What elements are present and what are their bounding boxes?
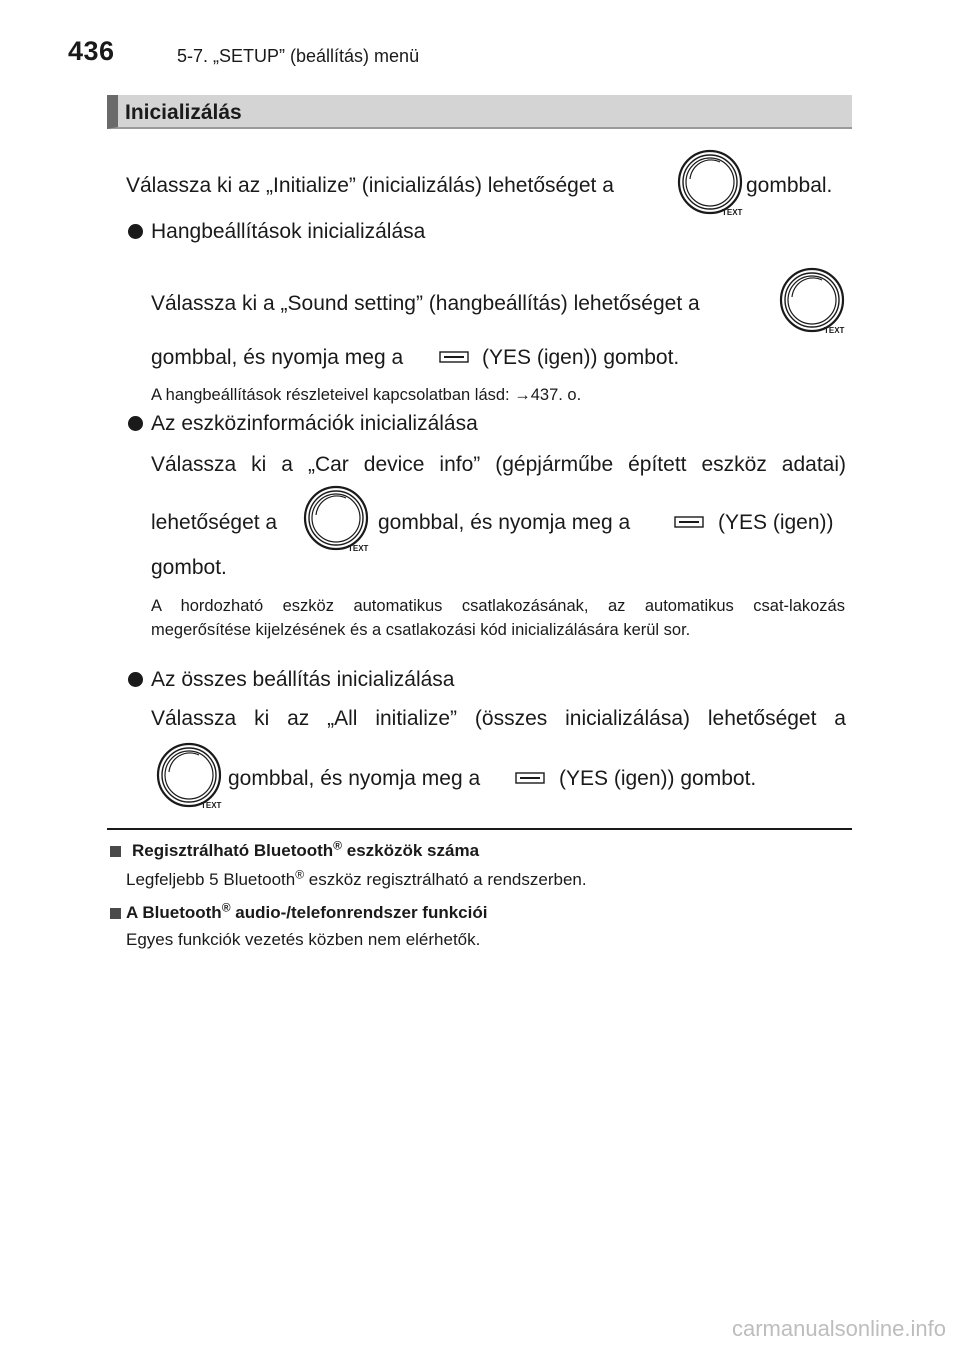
item-step-text: Válassza ki az „All initialize” (összes inicializálása) lehetőséget a: [151, 707, 846, 730]
item-step-text: gombot.: [151, 556, 227, 579]
item-step-text: (YES (igen)): [718, 511, 834, 534]
item-step-text: (YES (igen)) gombot.: [559, 767, 757, 790]
tune-scroll-knob-icon: [676, 149, 748, 221]
item-heading: Az összes beállítás inicializálása: [151, 668, 455, 691]
item-step-text: gombbal, és nyomja meg a: [151, 346, 404, 369]
item-step-text: gombbal, és nyomja meg a: [228, 767, 481, 790]
item-heading: Hangbeállítások inicializálása: [151, 220, 426, 243]
item-note: A hangbeállítások részleteivel kapcsolatban lásd: →437. o.: [151, 386, 582, 404]
yes-key-icon: [439, 351, 469, 363]
tune-scroll-knob-icon: [155, 742, 227, 814]
yes-key-icon: [515, 772, 545, 784]
item-step-text: lehetőséget a: [151, 511, 278, 534]
footer-note-text: Egyes funkciók vezetés közben nem elérhetők.: [126, 930, 481, 949]
intro-text-end: gombbal.: [746, 174, 833, 197]
bullet-icon: [128, 224, 143, 239]
watermark: carmanualsonline.info: [731, 1316, 946, 1341]
footer-note-heading: Regisztrálható Bluetooth® eszközök száma: [132, 838, 480, 860]
item-step-text: (YES (igen)) gombot.: [482, 346, 680, 369]
bullet-icon: [128, 416, 143, 431]
intro-text: Válassza ki az „Initialize” (inicializálás) lehetőséget a: [126, 174, 614, 197]
footer-note-text: Legfeljebb 5 Bluetooth® eszköz regisztrálható a rendszerben.: [126, 867, 587, 889]
item-step-text: Válassza ki a „Car device info” (gépjárműbe épített eszköz adatai): [151, 453, 846, 476]
tune-scroll-knob-icon: [778, 267, 850, 339]
square-bullet-icon: [110, 908, 121, 919]
chapter-title: 5-7. „SETUP” (beállítás) menü: [177, 46, 420, 66]
item-note: A hordozható eszköz automatikus csatlakozásának, az automatikus csat-lakozás megerősítése kijelzésének és a csatlakozási kód inicializálására kerül sor.: [151, 597, 845, 639]
footer-note-heading: A Bluetooth® audio-/telefonrendszer funkciói: [126, 900, 488, 922]
item-heading: Az eszközinformációk inicializálása: [151, 412, 478, 435]
bullet-icon: [128, 672, 143, 687]
page-number: 436: [68, 36, 115, 66]
square-bullet-icon: [110, 846, 121, 857]
section-divider: [107, 828, 852, 830]
yes-key-icon: [674, 516, 704, 528]
item-step-text: gombbal, és nyomja meg a: [378, 511, 631, 534]
item-step-text: Válassza ki a „Sound setting” (hangbeállítás) lehetőséget a: [151, 292, 700, 315]
section-title: Inicializálás: [125, 101, 242, 124]
tune-scroll-knob-icon: [302, 485, 374, 557]
